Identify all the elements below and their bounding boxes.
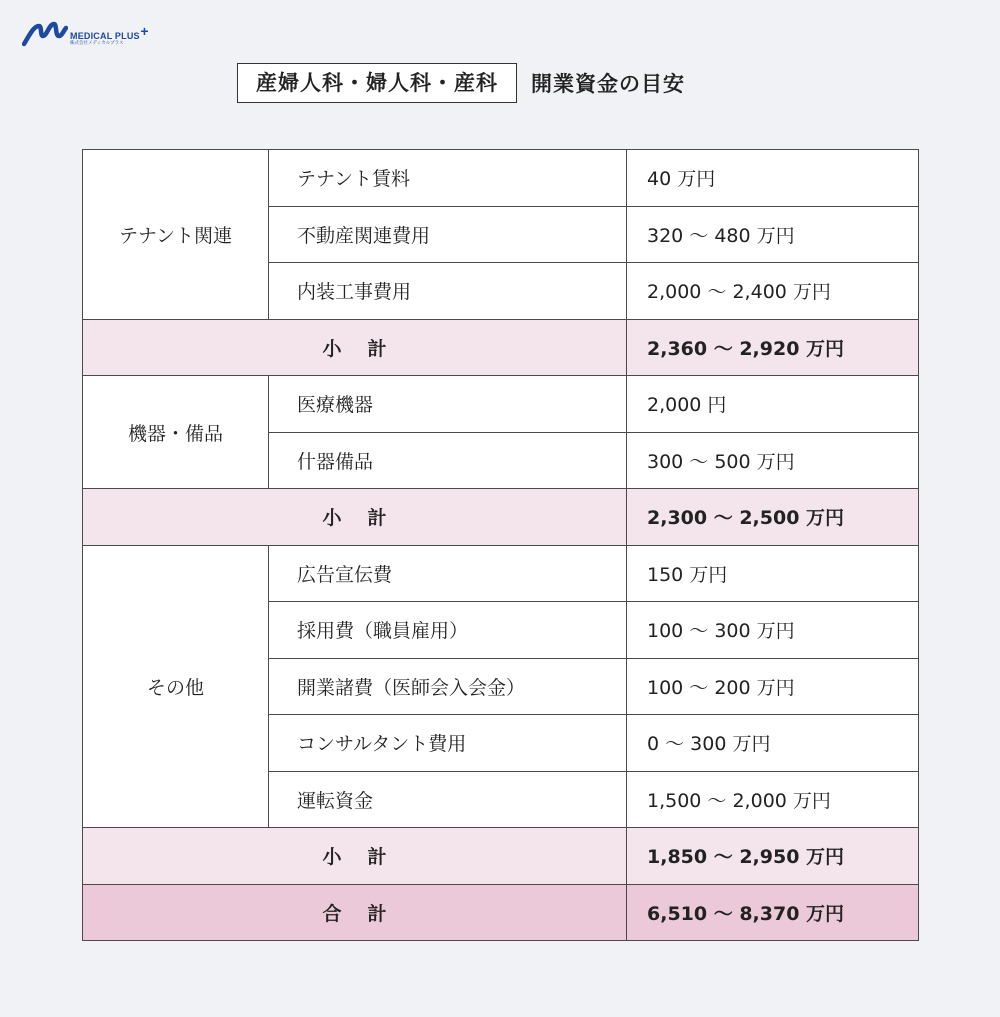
subtotal-row (83, 828, 919, 885)
item-name: 医療機器 (269, 376, 627, 433)
subtotal-row (83, 489, 919, 546)
page-heading (237, 63, 685, 103)
item-amount: 2,000 〜 2,400 万円 (627, 263, 919, 320)
total-amount: 6,510 〜 8,370 万円 (627, 884, 919, 941)
logo-subtitle: 株式会社メディカルプラス (70, 41, 124, 46)
logo-plus: + (140, 23, 149, 39)
item-amount: 300 〜 500 万円 (627, 432, 919, 489)
total-label: 合 計 (83, 884, 627, 941)
cost-table (82, 149, 919, 941)
item-name: 広告宣伝費 (269, 545, 627, 602)
item-amount: 1,500 〜 2,000 万円 (627, 771, 919, 828)
item-name: 採用費（職員雇用） (269, 602, 627, 659)
logo-name: MEDICAL PLUS + (70, 23, 149, 41)
item-name: コンサルタント費用 (269, 715, 627, 772)
subtotal-label: 小 計 (83, 319, 627, 376)
item-name: 運転資金 (269, 771, 627, 828)
subtotal-label: 小 計 (83, 489, 627, 546)
table-row (83, 376, 919, 433)
group-label: その他 (83, 545, 269, 828)
subtotal-label: 小 計 (83, 828, 627, 885)
subtotal-amount: 2,300 〜 2,500 万円 (627, 489, 919, 546)
item-name: 不動産関連費用 (269, 206, 627, 263)
table-row (83, 545, 919, 602)
item-name: 開業諸費（医師会入会金） (269, 658, 627, 715)
item-amount: 320 〜 480 万円 (627, 206, 919, 263)
item-amount: 100 〜 300 万円 (627, 602, 919, 659)
item-name: テナント賃料 (269, 150, 627, 207)
item-amount: 40 万円 (627, 150, 919, 207)
page-title: 開業資金の目安 (531, 72, 685, 96)
total-row (83, 884, 919, 941)
medical-plus-logo-icon (22, 20, 68, 48)
subtotal-amount: 2,360 〜 2,920 万円 (627, 319, 919, 376)
item-name: 什器備品 (269, 432, 627, 489)
item-amount: 2,000 円 (627, 376, 919, 433)
item-amount: 0 〜 300 万円 (627, 715, 919, 772)
subtotal-amount: 1,850 〜 2,950 万円 (627, 828, 919, 885)
item-amount: 150 万円 (627, 545, 919, 602)
table-row (83, 150, 919, 207)
group-label: 機器・備品 (83, 376, 269, 489)
subtotal-row (83, 319, 919, 376)
item-name: 内装工事費用 (269, 263, 627, 320)
heading-specialty-box: 産婦人科・婦人科・産科 (237, 63, 517, 103)
logo (22, 20, 149, 48)
item-amount: 100 〜 200 万円 (627, 658, 919, 715)
group-label: テナント関連 (83, 150, 269, 320)
